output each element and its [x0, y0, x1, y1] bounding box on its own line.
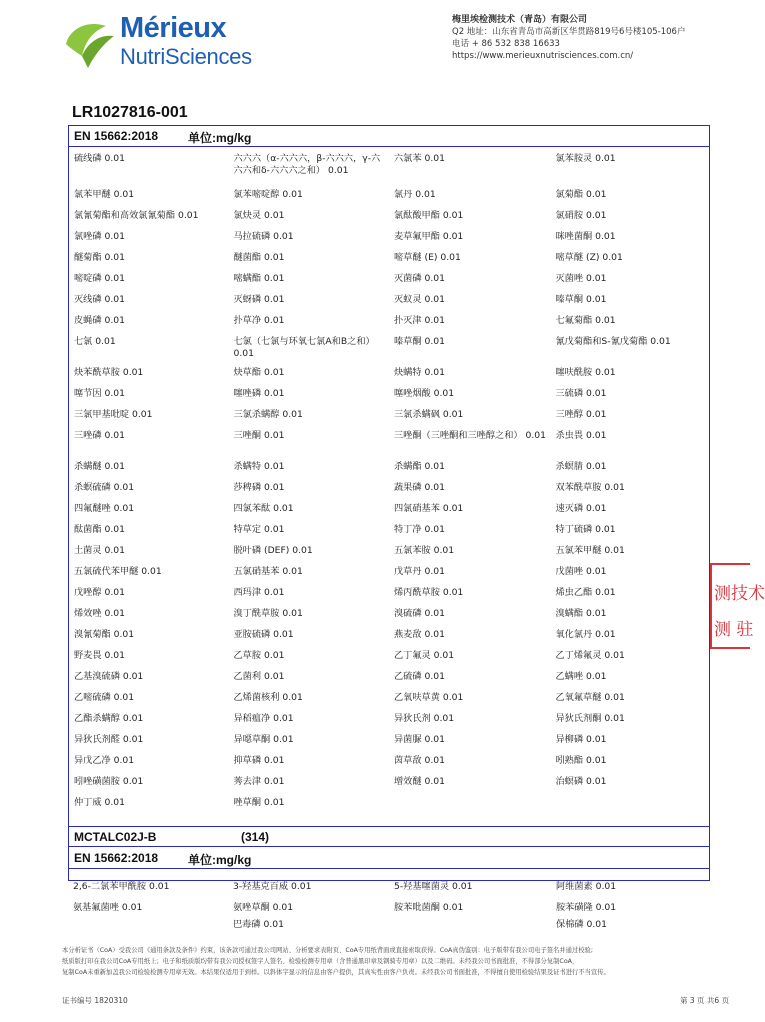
result-cell: 抑草磷 0.01	[233, 755, 285, 766]
result-cell: 皮蝇磷 0.01	[74, 315, 125, 326]
result-cell: 五氯苯甲醚 0.01	[555, 545, 625, 556]
result-row	[69, 270, 709, 291]
result-cell: 六六六（α-六六六，β-六六六，γ-六六六和δ-六六六之和） 0.01	[233, 153, 381, 176]
page-number: 第 3 页 共6 页	[680, 996, 730, 1005]
result-cell: 溴氰菊酯 0.01	[74, 629, 135, 640]
result-cell: 噻呋酰胺 0.01	[555, 367, 616, 378]
section1-method: EN 15662:2018	[74, 129, 159, 143]
result-cell: 乙氧氟草醚 0.01	[555, 692, 625, 703]
result-cell: 2,6-二氯苯甲酰胺 0.01	[73, 881, 170, 892]
result-cell: 亚胺硫磷 0.01	[233, 629, 294, 640]
result-cell: 硫线磷 0.01	[74, 153, 125, 164]
result-cell: 溴丁酰草胺 0.01	[233, 608, 303, 619]
result-row	[69, 563, 709, 584]
certificate-number: 证书编号 1820310	[62, 996, 128, 1005]
result-cell: 增效醚 0.01	[394, 776, 445, 787]
result-cell: 氯酞酸甲酯 0.01	[394, 210, 464, 221]
result-cell: 七氯 0.01	[74, 336, 116, 347]
result-row	[69, 647, 709, 668]
result-cell: 三唑酮 0.01	[233, 430, 285, 441]
result-cell	[68, 919, 228, 931]
result-cell: 巴毒磷 0.01	[233, 919, 284, 930]
result-row	[69, 479, 709, 500]
result-cell	[551, 797, 710, 815]
result-cell: 氯丹 0.01	[394, 189, 436, 200]
result-cell: 烯丙酰草胺 0.01	[394, 587, 464, 598]
result-cell: 脱叶磷 (DEF) 0.01	[233, 545, 313, 556]
result-cell: 三唑醇 0.01	[555, 409, 607, 420]
result-cell: 氰戊菊酯和S-氰戊菊酯 0.01	[555, 336, 671, 347]
result-cell: 异狄氏剂酮 0.01	[555, 713, 625, 724]
result-cell: 氯氰菊酯和高效氯氰菊酯 0.01	[74, 210, 199, 221]
result-cell: 乙丁烯氟灵 0.01	[555, 650, 625, 661]
result-row	[68, 899, 710, 916]
stamp-text-line1: 测技术	[714, 584, 765, 604]
result-row	[69, 542, 709, 563]
result-cell: 胺苯吡菌酮 0.01	[394, 902, 464, 913]
result-row	[69, 710, 709, 731]
result-row	[69, 794, 709, 815]
result-cell: 特丁硫磷 0.01	[555, 524, 616, 535]
result-cell: 杀螟腈 0.01	[555, 461, 607, 472]
section2-header	[69, 826, 709, 847]
result-cell: 烯虫乙酯 0.01	[555, 587, 616, 598]
result-cell: 炔苯酰草胺 0.01	[74, 367, 144, 378]
section1-unit: 单位:mg/kg	[188, 131, 252, 145]
result-cell: 溴硫磷 0.01	[394, 608, 445, 619]
result-cell: 四氟醚唑 0.01	[74, 503, 135, 514]
result-cell: 三氯杀螨醇 0.01	[233, 409, 303, 420]
result-cell: 杀螨酯 0.01	[394, 461, 445, 472]
result-cell: 灭菌唑 0.01	[555, 273, 607, 284]
result-cell: 七氟菊酯 0.01	[555, 315, 616, 326]
company-logo	[62, 12, 262, 74]
result-cell: 嘧草醚 (Z) 0.01	[555, 252, 623, 263]
result-cell: 氯苯胺灵 0.01	[555, 153, 616, 164]
result-cell: 保棉磷 0.01	[556, 919, 607, 930]
result-cell: 麦草氟甲酯 0.01	[394, 231, 464, 242]
result-cell: 氨唑草酮 0.01	[233, 902, 294, 913]
result-cell: 吲唑磺菌胺 0.01	[74, 776, 144, 787]
result-cell: 咪唑菌酮 0.01	[555, 231, 616, 242]
result-cell: 戊唑醇 0.01	[74, 587, 125, 598]
disclaimer-line: 复制CoA未重新加盖我公司检验检测专用章无效。本结果仅适用于到样。以斜体字显示的信息由客户提供，其真实性由客户负责。未经我公司书面批准，不得擅自使用检验结果及证书进行不当宣传。	[62, 969, 610, 976]
result-row	[69, 207, 709, 228]
result-cell: 莎稗磷 0.01	[233, 482, 285, 493]
result-row	[69, 668, 709, 689]
company-phone: 电话 + 86 532 838 16633	[452, 39, 560, 49]
result-cell: 六氯苯 0.01	[394, 153, 445, 164]
result-row	[69, 333, 709, 364]
result-cell: 土菌灵 0.01	[74, 545, 125, 556]
result-cell: 吲熟酯 0.01	[555, 755, 607, 766]
result-cell: 异狄氏剂 0.01	[394, 713, 455, 724]
result-cell: 速灭磷 0.01	[555, 503, 607, 514]
result-cell: 异稻瘟净 0.01	[233, 713, 294, 724]
result-cell: 三唑磷 0.01	[74, 430, 125, 441]
result-cell	[389, 919, 551, 931]
result-row	[69, 521, 709, 542]
result-cell: 嘧螨酯 0.01	[233, 273, 285, 284]
result-cell: 西玛津 0.01	[233, 587, 285, 598]
result-row	[68, 878, 710, 899]
result-cell: 氯苯甲醚 0.01	[74, 189, 135, 200]
result-cell: 氯菊酯 0.01	[555, 189, 607, 200]
result-cell: 杀螨醚 0.01	[74, 461, 125, 472]
result-cell: 乙嘧硫磷 0.01	[74, 692, 135, 703]
result-cell: 莠去津 0.01	[233, 776, 285, 787]
result-cell: 杀螟硫磷 0.01	[74, 482, 135, 493]
result-cell: 三唑酮（三唑酮和三唑醇之和） 0.01	[394, 430, 547, 441]
result-cell: 3-羟基克百威 0.01	[233, 881, 312, 892]
result-cell: 戊菌唑 0.01	[555, 566, 607, 577]
result-cell: 扑灭津 0.01	[394, 315, 445, 326]
result-cell: 嘧草醚 (E) 0.01	[394, 252, 461, 263]
result-row	[69, 500, 709, 521]
section3-header	[69, 848, 709, 869]
result-cell: 乙氧呋草黄 0.01	[394, 692, 464, 703]
result-cell: 马拉硫磷 0.01	[233, 231, 294, 242]
result-cell: 乙烯菌核利 0.01	[233, 692, 303, 703]
disclaimer-line: 本分析证书（CoA）受我公司《通用条款及条件》约束，该条款可通过我公司网站、分析要求表附页、CoA专用纸背面或直接索取获得。CoA真伪鉴别：电子版带有我公司电子签名并通过校验;	[62, 947, 593, 954]
result-cell: 氨基氟菌唑 0.01	[73, 902, 143, 913]
brand-name-line2: NutriSciences	[120, 44, 252, 69]
result-cell: 仲丁威 0.01	[74, 797, 125, 808]
result-row	[69, 385, 709, 406]
result-cell: 阿维菌素 0.01	[556, 881, 617, 892]
result-row	[69, 605, 709, 626]
result-cell: 四氯硝基苯 0.01	[394, 503, 464, 514]
result-cell: 蔬果磷 0.01	[394, 482, 445, 493]
result-row	[69, 427, 709, 458]
results-frame	[68, 125, 710, 881]
result-cell: 七氯（七氯与环氧七氯A和B之和） 0.01	[233, 336, 375, 359]
report-id: LR1027816-001	[72, 104, 188, 121]
result-cell: 特草定 0.01	[233, 524, 285, 535]
result-cell: 灭蚁灵 0.01	[394, 294, 445, 305]
result-row	[69, 584, 709, 605]
result-row	[69, 364, 709, 385]
company-website: https://www.merieuxnutrisciences.com.cn/	[452, 51, 634, 61]
result-row	[69, 689, 709, 710]
result-cell: 氯唑磷 0.01	[74, 231, 125, 242]
result-cell: 燕麦敌 0.01	[394, 629, 445, 640]
red-stamp	[710, 563, 765, 649]
section1-header	[69, 126, 709, 147]
result-cell: 炔草酯 0.01	[233, 367, 285, 378]
result-cell: 噻节因 0.01	[74, 388, 125, 399]
result-row	[69, 773, 709, 794]
company-info	[452, 14, 685, 62]
result-cell: 胺苯磺隆 0.01	[556, 902, 617, 913]
result-cell: 异戊乙净 0.01	[74, 755, 135, 766]
result-cell: 异狄氏剂醛 0.01	[74, 734, 144, 745]
result-cell: 茵草敌 0.01	[394, 755, 445, 766]
result-row	[69, 626, 709, 647]
result-row	[69, 458, 709, 479]
result-cell: 五氯硫代苯甲醚 0.01	[74, 566, 162, 577]
result-cell: 噻唑磷 0.01	[233, 388, 285, 399]
result-cell: 治螟磷 0.01	[555, 776, 607, 787]
section2-count: (314)	[241, 830, 270, 844]
result-cell: 酞菌酯 0.01	[74, 524, 125, 535]
result-cell: 嘧啶磷 0.01	[74, 273, 125, 284]
result-cell: 乙基溴硫磷 0.01	[74, 671, 144, 682]
result-cell: 嗪草酮 0.01	[555, 294, 607, 305]
result-cell: 乙硫磷 0.01	[394, 671, 445, 682]
result-row	[69, 249, 709, 270]
result-row	[69, 291, 709, 312]
result-row	[69, 150, 709, 186]
section3-results-grid	[68, 878, 710, 931]
result-cell: 灭菌磷 0.01	[394, 273, 445, 284]
result-row	[69, 731, 709, 752]
disclaimer-line: 纸质版打印在我公司CoA专用纸上；电子和纸质版均带有我公司授权签字人签名、检验检测专用章（含普通黑印章及钢骑专用章）以及二维码。未经我公司书面批准，不得部分复制CoA，	[62, 958, 579, 965]
section1-results-grid	[69, 150, 709, 815]
result-cell: 唑草酮 0.01	[233, 797, 285, 808]
result-cell: 五氯苯胺 0.01	[394, 545, 455, 556]
result-cell: 乙菌利 0.01	[233, 671, 285, 682]
result-cell: 氯硝胺 0.01	[555, 210, 607, 221]
result-cell: 氯苯嘧啶醇 0.01	[233, 189, 303, 200]
result-row	[69, 186, 709, 207]
result-cell: 溴螨酯 0.01	[555, 608, 607, 619]
result-cell: 烯效唑 0.01	[74, 608, 125, 619]
result-cell: 乙酯杀螨醇 0.01	[74, 713, 144, 724]
result-cell: 乙草胺 0.01	[233, 650, 285, 661]
result-cell: 5-羟基噻菌灵 0.01	[394, 881, 473, 892]
section3-unit: 单位:mg/kg	[188, 853, 252, 867]
result-cell: 乙螨唑 0.01	[555, 671, 607, 682]
section2-code: MCTALC02J-B	[74, 830, 157, 844]
result-cell: 氧化氯丹 0.01	[555, 629, 616, 640]
result-cell: 噻唑烟酸 0.01	[394, 388, 455, 399]
result-row	[69, 228, 709, 249]
result-cell: 乙丁氟灵 0.01	[394, 650, 455, 661]
result-cell: 氯炔灵 0.01	[233, 210, 285, 221]
result-cell: 三氯甲基吡啶 0.01	[74, 409, 153, 420]
result-cell: 特丁净 0.01	[394, 524, 445, 535]
stamp-text-line2: 测 驻	[714, 620, 754, 640]
result-cell: 灭线磷 0.01	[74, 294, 125, 305]
result-cell: 戊草丹 0.01	[394, 566, 445, 577]
result-row	[69, 752, 709, 773]
result-cell: 四氯苯酞 0.01	[233, 503, 294, 514]
leaf-logo-icon	[62, 16, 118, 72]
result-cell: 异柳磷 0.01	[555, 734, 607, 745]
result-cell: 三氯杀螨砜 0.01	[394, 409, 464, 420]
result-cell: 嗪草酮 0.01	[394, 336, 445, 347]
result-cell: 异噁草酮 0.01	[233, 734, 294, 745]
result-cell: 杀虫畏 0.01	[555, 430, 607, 441]
company-address: Q2 地址：山东省青岛市高新区华贯路819号6号楼105-106户	[452, 27, 686, 37]
result-cell: 杀螨特 0.01	[233, 461, 285, 472]
result-cell: 五氯硝基苯 0.01	[233, 566, 303, 577]
result-cell: 野麦畏 0.01	[74, 650, 125, 661]
company-name: 梅里埃检测技术（青岛）有限公司	[452, 15, 588, 25]
section3-method: EN 15662:2018	[74, 851, 159, 865]
result-cell: 扑草净 0.01	[233, 315, 285, 326]
result-cell	[389, 797, 551, 815]
disclaimer	[62, 945, 722, 978]
result-cell: 双苯酰草胺 0.01	[555, 482, 625, 493]
result-cell: 异菌脲 0.01	[394, 734, 445, 745]
result-cell: 三硫磷 0.01	[555, 388, 607, 399]
result-cell: 炔螨特 0.01	[394, 367, 445, 378]
result-row	[69, 312, 709, 333]
result-cell: 灭蚜磷 0.01	[233, 294, 285, 305]
result-row	[69, 406, 709, 427]
result-row	[68, 916, 710, 931]
brand-name-line1: Mérieux	[120, 12, 227, 44]
result-cell: 醚菊酯 0.01	[74, 252, 125, 263]
result-cell: 醚菌酯 0.01	[233, 252, 285, 263]
